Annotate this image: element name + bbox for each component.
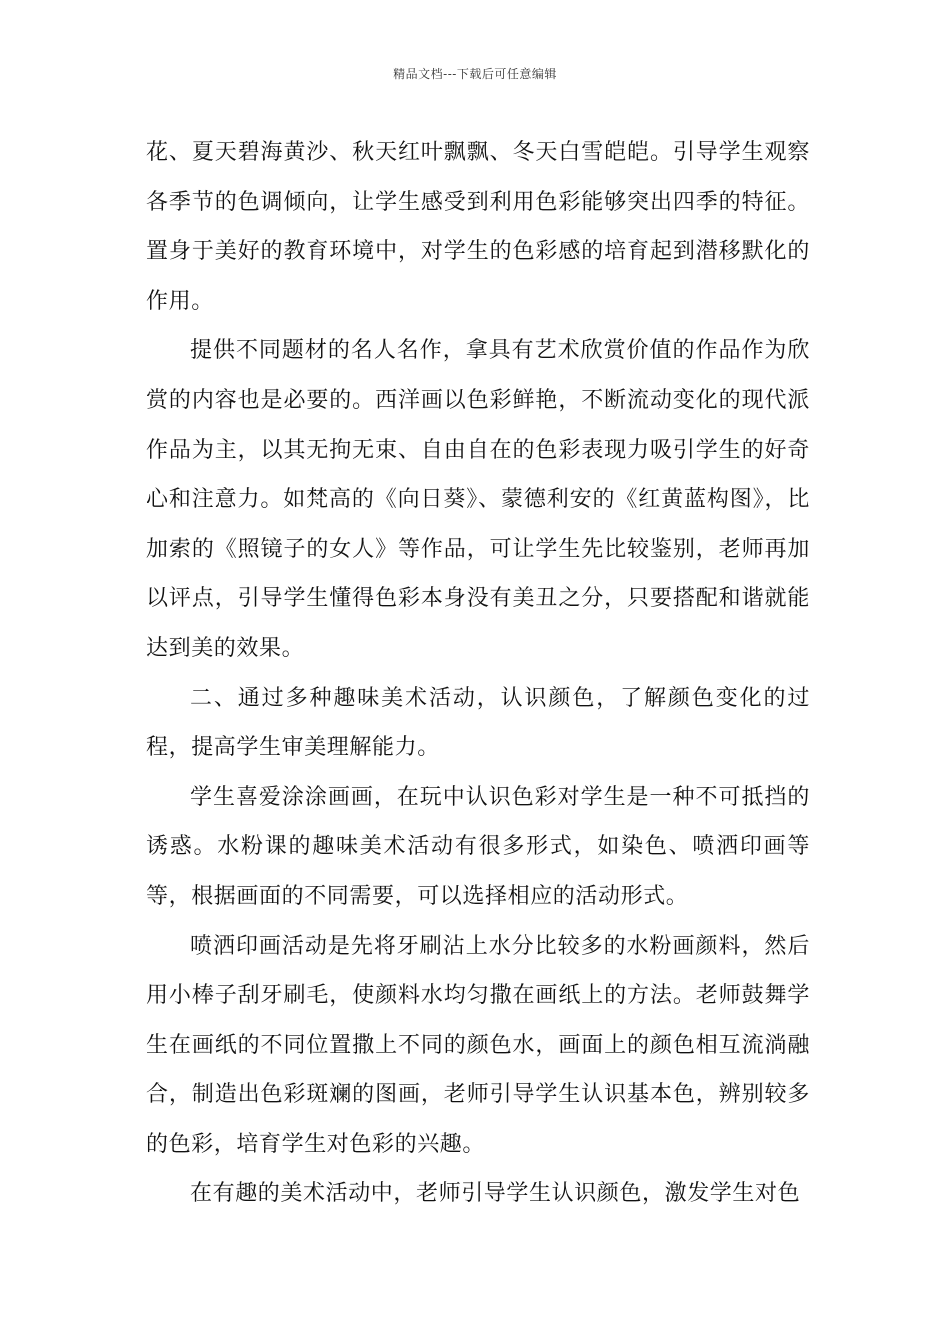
paragraph: 在有趣的美术活动中，老师引导学生认识颜色，激发学生对色 xyxy=(190,1181,801,1207)
paragraph: 学生喜爱涂涂画画，在玩中认识色彩对学生是一种不可抵挡的诱惑。水粉课的趣味美术活动有很多形式，如染色、喷洒印画等等，根据画面的不同需要，可以选择相应的活动形式。 xyxy=(146,784,810,909)
section-heading-paragraph: 二、通过多种趣味美术活动，认识颜色，了解颜色变化的过程，提高学生审美理解能力。 xyxy=(146,685,810,761)
paragraph: 提供不同题材的名人名作，拿具有艺术欣赏价值的作品作为欣赏的内容也是必要的。西洋画以色彩鲜艳，不断流动变化的现代派作品为主，以其无拘无束、自由自在的色彩表现力吸引学生的好奇心和注意力。如梵高的《向日葵》、蒙德利安的《红黄蓝构图》，比加索的《照镜子的女人》等作品，可让学生先比较鉴别，老师再加以评点，引导学生懂得色彩本身没有美丑之分，只要搭配和谐就能达到美的效果。 xyxy=(146,338,810,661)
page-header: 精品文档---下载后可任意编辑 xyxy=(393,67,557,81)
paragraph: 喷洒印画活动是先将牙刷沾上水分比较多的水粉画颜料，然后用小棒子刮牙刷毛，使颜料水均匀撒在画纸上的方法。老师鼓舞学生在画纸的不同位置撒上不同的颜色水，画面上的颜色相互流淌融合，制造出色彩斑斓的图画，老师引导学生认识基本色，辨别较多的色彩，培育学生对色彩的兴趣。 xyxy=(146,933,810,1157)
document-body xyxy=(146,128,810,1219)
paragraph-continued: 花、夏天碧海黄沙、秋天红叶飘飘、冬天白雪皑皑。引导学生观察各季节的色调倾向，让学生感受到利用色彩能够突出四季的特征。置身于美好的教育环境中，对学生的色彩感的培育起到潜移默化的作用。 xyxy=(146,140,810,314)
